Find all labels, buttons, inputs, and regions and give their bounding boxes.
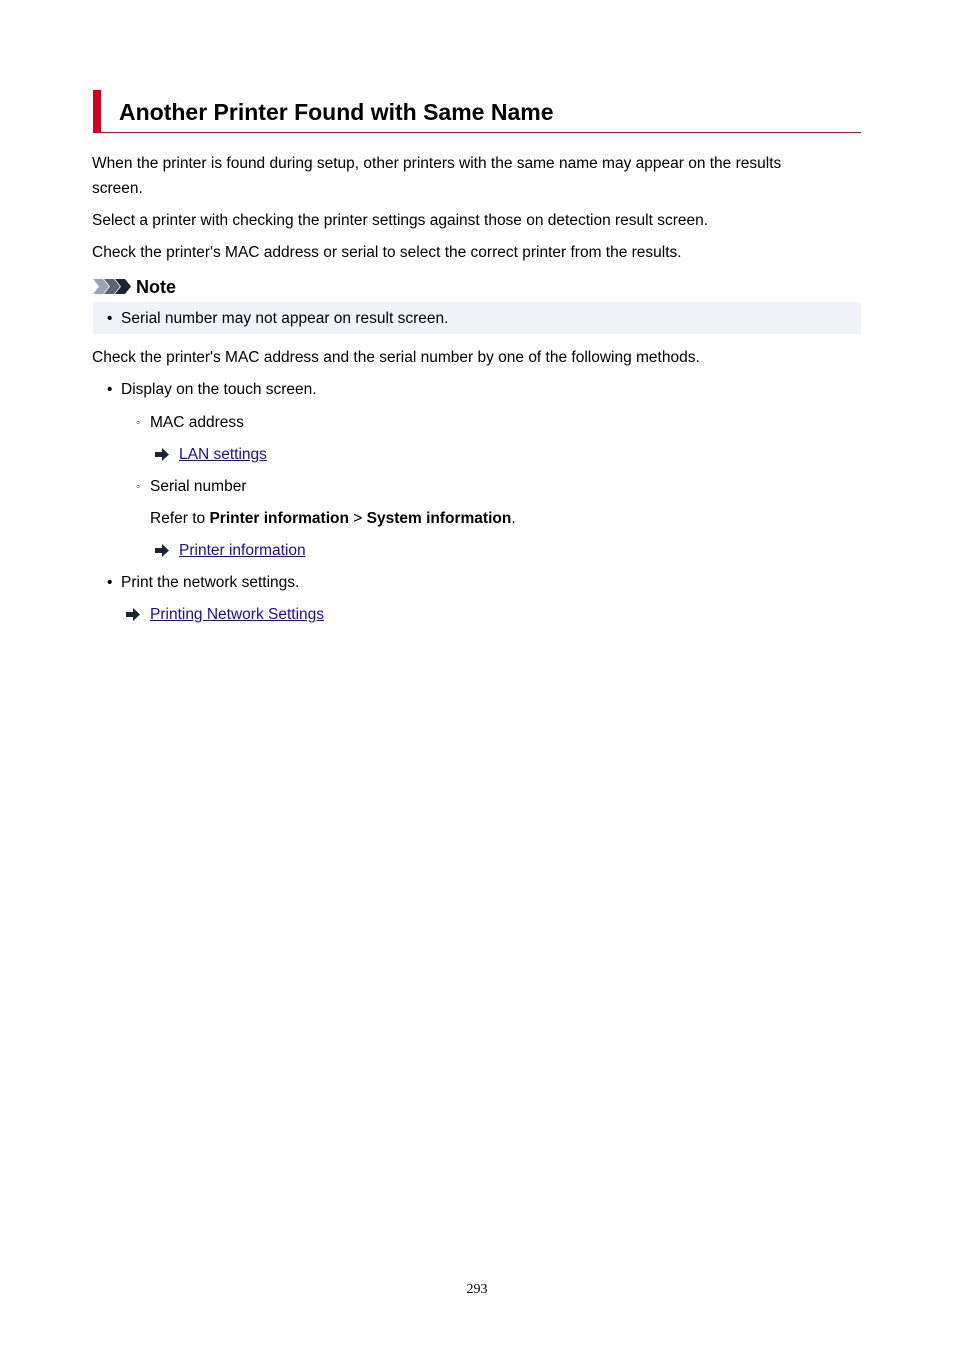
intro-line-3: Select a printer with checking the printer settings against those on detection result screen.	[92, 212, 709, 229]
printer-information-link[interactable]: Printer information	[179, 542, 306, 559]
refer-suffix: .	[511, 510, 516, 527]
refer-separator: >	[348, 510, 367, 527]
arrow-right-icon	[155, 544, 169, 557]
arrow-right-icon	[155, 448, 169, 461]
serial-refer-text	[150, 506, 516, 531]
circle-bullet-icon: ◦	[136, 479, 141, 493]
arrow-right-icon	[126, 608, 140, 621]
method-print-settings: Print the network settings.	[121, 574, 300, 591]
intro-line-1: When the printer is found during setup, other printers with the same name may appear on the results	[92, 155, 782, 172]
page-number: 293	[466, 1282, 488, 1297]
section-heading	[93, 90, 861, 133]
heading-accent-bar	[93, 90, 101, 133]
bullet-icon: •	[107, 381, 113, 398]
serial-number-label: Serial number	[150, 478, 247, 495]
note-label: Note	[136, 277, 176, 297]
printing-network-settings-link[interactable]: Printing Network Settings	[150, 606, 325, 623]
page-title: Another Printer Found with Same Name	[119, 99, 554, 125]
mac-address-label: MAC address	[150, 414, 244, 431]
lan-settings-link[interactable]: LAN settings	[179, 446, 267, 463]
intro-line-4: Check the printer's MAC address or serial to select the correct printer from the results.	[92, 244, 682, 261]
intro-line-2: screen.	[92, 180, 143, 197]
note-item: Serial number may not appear on result screen.	[121, 310, 449, 327]
refer-prefix: Refer to	[150, 510, 210, 527]
methods-intro: Check the printer's MAC address and the serial number by one of the following methods.	[92, 349, 700, 366]
bullet-icon: •	[107, 574, 113, 591]
circle-bullet-icon: ◦	[136, 415, 141, 429]
note-chevrons-icon	[93, 279, 131, 294]
method-touch-screen: Display on the touch screen.	[121, 381, 317, 398]
refer-printer-information: Printer information	[209, 510, 349, 527]
bullet-icon: •	[107, 310, 113, 327]
refer-system-information: System information	[366, 510, 512, 527]
note-box	[93, 302, 861, 334]
